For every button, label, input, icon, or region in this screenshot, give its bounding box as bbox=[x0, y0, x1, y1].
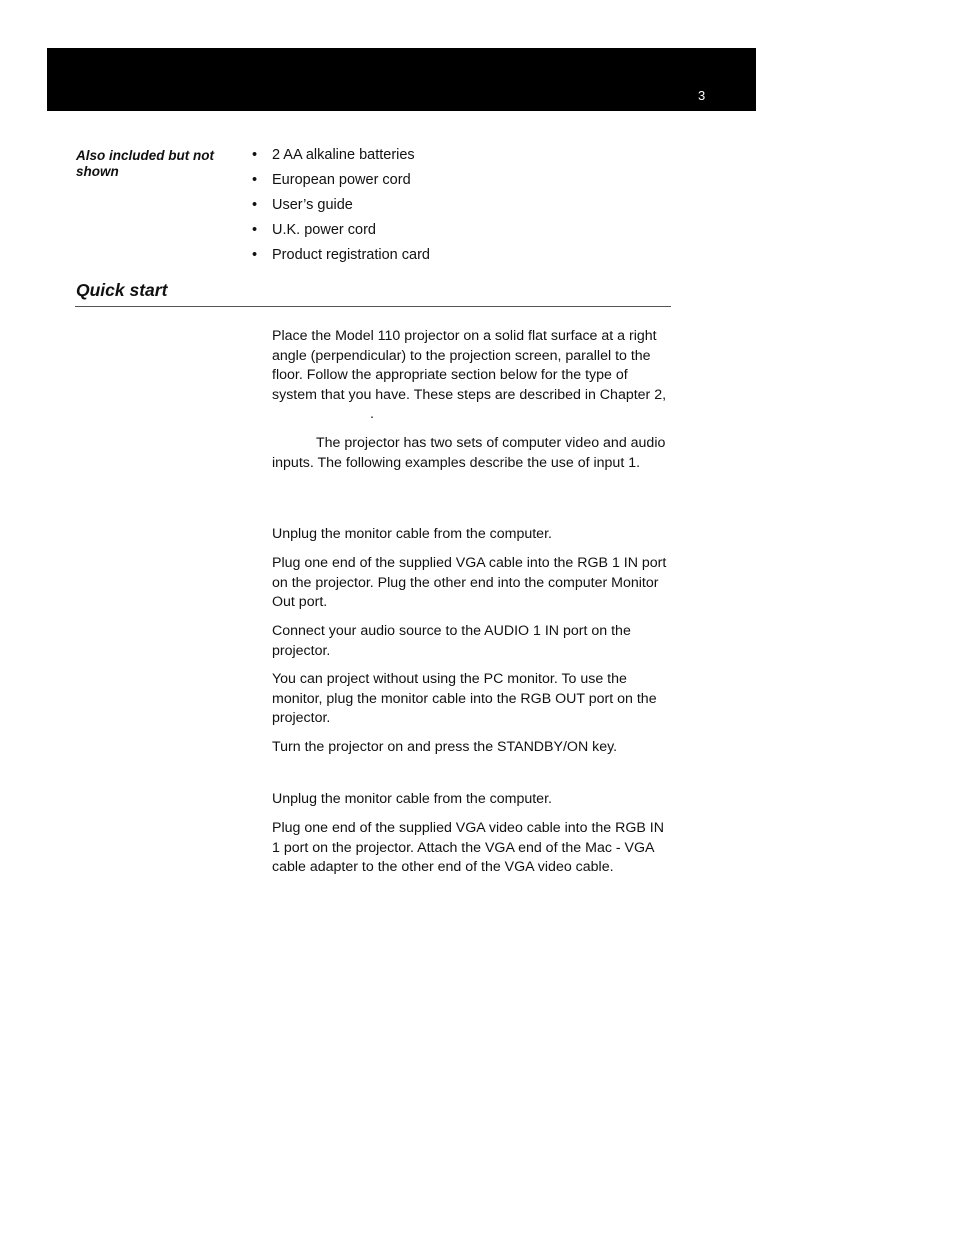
note-text: The projector has two sets of computer video and audio inputs. The following examples describe the use of input 1. bbox=[272, 435, 666, 471]
page-number: 3 bbox=[698, 88, 706, 103]
list-item-text: U.K. power cord bbox=[272, 222, 376, 238]
intro-end: . bbox=[370, 406, 374, 423]
pc-step-4: You can project without using the PC monitor. To use the monitor, plug the monitor cable into the RGB OUT port on the projector. bbox=[272, 671, 657, 727]
list-item bbox=[252, 170, 430, 195]
intro-paragraph bbox=[272, 327, 672, 425]
list-item-text: 2 AA alkaline batteries bbox=[272, 147, 415, 163]
list-item bbox=[252, 145, 430, 170]
list-item-text: User’s guide bbox=[272, 197, 353, 213]
bullet-icon: • bbox=[252, 172, 258, 188]
pc-step-1: Unplug the monitor cable from the computer. bbox=[272, 526, 552, 542]
section-title: Quick start bbox=[76, 280, 168, 300]
bullet-icon: • bbox=[252, 247, 258, 263]
included-list bbox=[252, 145, 430, 270]
mac-step-2: Plug one end of the supplied VGA video cable into the RGB IN 1 port on the projector. Attach the VGA end of the Mac - VGA cable adapter to the other end of the VGA video cable. bbox=[272, 820, 664, 876]
included-label: Also included but not shown bbox=[76, 148, 214, 179]
pc-step-3: Connect your audio source to the AUDIO 1 IN port on the projector. bbox=[272, 623, 631, 659]
list-item bbox=[252, 220, 430, 245]
pc-step-2: Plug one end of the supplied VGA cable into the RGB 1 IN port on the projector. Plug the other end into the computer Monitor Out port. bbox=[272, 555, 667, 611]
list-item bbox=[252, 195, 430, 220]
list-item-text: Product registration card bbox=[272, 247, 430, 263]
intro-text: Place the Model 110 projector on a solid flat surface at a right angle (perpendicular) to the projection screen, parallel to the floor. Follow the appropriate section below for the type of system that you have. These steps are described in Chapter 2, bbox=[272, 328, 667, 403]
section-divider bbox=[75, 306, 671, 307]
pc-step-5: Turn the projector on and press the STANDBY/ON key. bbox=[272, 739, 618, 755]
list-item-text: European power cord bbox=[272, 172, 411, 188]
mac-step-1: Unplug the monitor cable from the computer. bbox=[272, 791, 552, 807]
list-item bbox=[252, 245, 430, 270]
bullet-icon: • bbox=[252, 197, 258, 213]
bullet-icon: • bbox=[252, 147, 258, 163]
header-bar bbox=[47, 48, 756, 111]
bullet-icon: • bbox=[252, 222, 258, 238]
note-paragraph bbox=[272, 434, 672, 473]
